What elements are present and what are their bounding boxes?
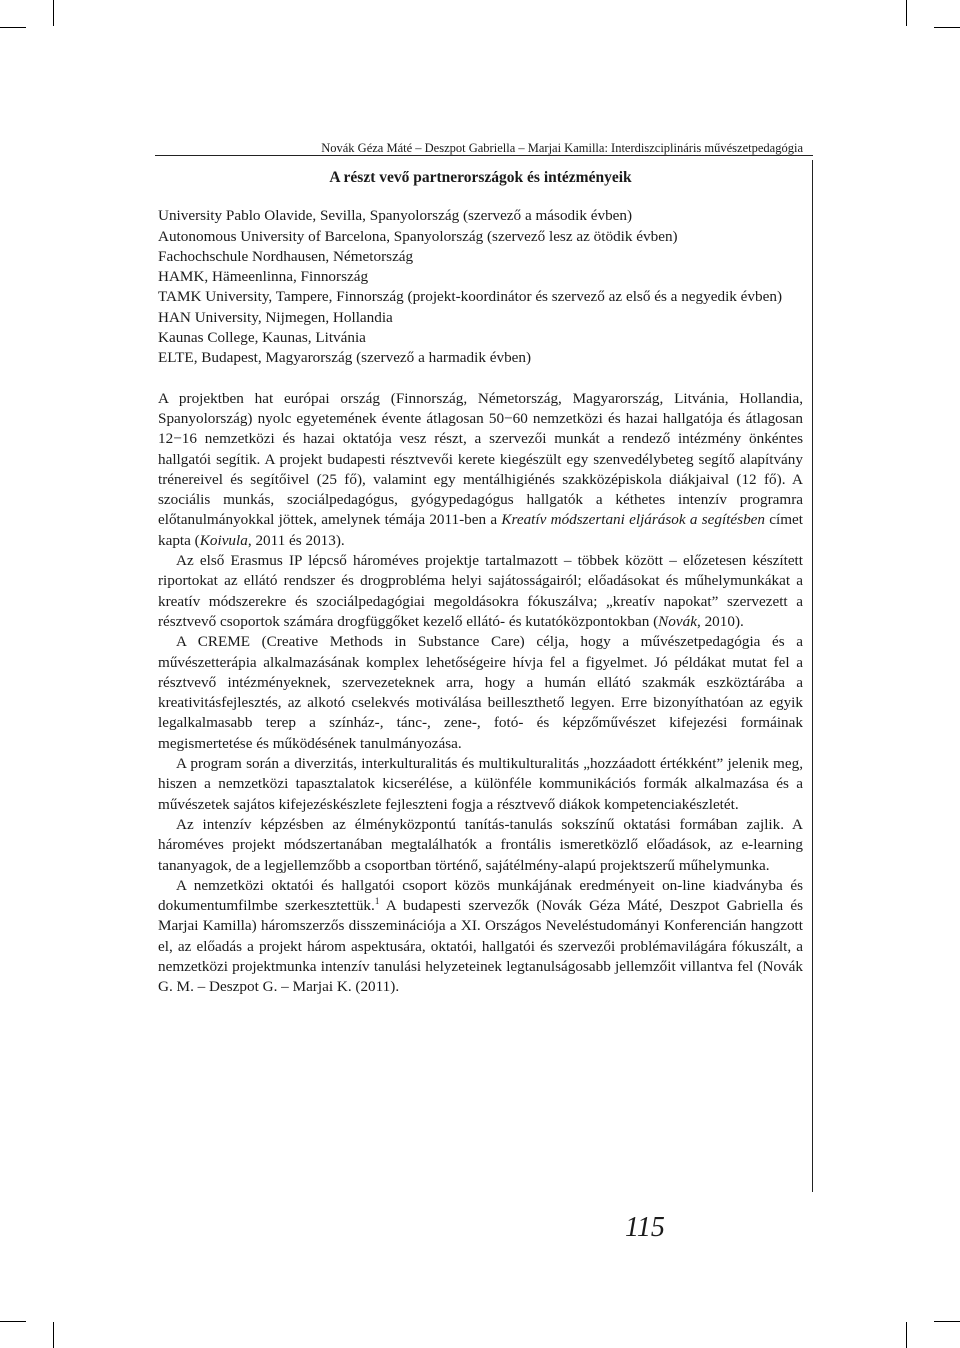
paragraph-6: [158, 876, 803, 998]
partner-item: ELTE, Budapest, Magyarország (szervező a harmadik évben): [158, 349, 532, 367]
paragraph-5: Az intenzív képzésben az élményközpontú tanítás-tanulás sokszínű oktatási formában zajlik. A hároméves projekt módszertanában megtalálhatók a frontális ismeretközlő előadások, az e-learning tananyagok, de a legjellemzőbb a csoportban történő, sajátélmény-alapú projektszerű műhelymunka.: [158, 815, 803, 874]
paragraph-2: [158, 551, 803, 632]
running-head: Novák Géza Máté – Deszpot Gabriella – Marjai Kamilla: Interdiszciplináris művészetpedagógia: [321, 141, 803, 155]
crop-mark-left-top: [0, 27, 26, 28]
paragraph-text: , 2010).: [696, 612, 744, 630]
paragraph-text: címet kapta (: [158, 511, 803, 549]
partner-list: [158, 206, 803, 368]
crop-mark-top-left: [53, 0, 54, 26]
partner-item: University Pablo Olavide, Sevilla, Spanyolország (szervező a második évben): [158, 207, 633, 225]
partner-item: TAMK University, Tampere, Finnország (projekt-koordinátor és szervező az első és a negyedik évben): [158, 288, 782, 306]
section-title: A részt vevő partnerországok és intézményeik: [329, 169, 632, 186]
partner-item: Kaunas College, Kaunas, Litvánia: [158, 329, 366, 347]
paragraph-text: Az első Erasmus IP lépcső hároméves projektje tartalmazott – többek között – előzetesen készített riportokat az ellátó rendszer és drogprobléma helyi sajátosságairól; előadásokat és műhelymunkákat a kreatív módszerekre és szociálpedagógiai megoldásokra fókuszálva; „kreatív napokat” szervezett a résztvevő csoportok számára drogfüggőket kezelő ellátó- és kutatóközpontokban (: [158, 552, 803, 630]
partner-item: Fachochschule Nordhausen, Németország: [158, 247, 414, 265]
paragraph-text: A projektben hat európai ország (Finnország, Németország, Magyarország, Litvánia, Hollandia, Spanyolország) nyolc egyetemének évente átlagosan 50−60 nemzetközi és hazai hallgatója és átlagosan 12−16 nemzetközi és hazai oktatója vesz részt, a szervezői munkát a rendező intézmény önkéntes hallgatói segítik. A projekt budapesti résztvevői kerete kiegészült egy szenvedélybeteg segítő alapítvány trénereivel és segítőivel (25 fő), valamint egy mentálhigiénés szakközépiskola diákjaival (12 fő). A szociális munkás, szociálpedagógus, gyógypedagógus hallgatók a kéthetes intenzív programra előtanulmányokkal jöttek, amelynek témája 2011-ben a: [158, 389, 803, 529]
paragraph-text: A nemzetközi oktatói és hallgatói csoport közös munkájának eredményeit on-line kiadványba és dokumentumfilmbe szerkesztettük.: [158, 876, 803, 915]
italic-citation: Novák: [658, 612, 697, 630]
italic-citation: Koivula: [199, 531, 248, 549]
partner-item: HAMK, Hämeenlinna, Finnország: [158, 268, 369, 286]
partner-item: Autonomous University of Barcelona, Spanyolország (szervező lesz az ötödik évben): [158, 227, 678, 245]
page-content: [158, 168, 803, 998]
italic-title: Kreatív módszertani eljárások a segítésben: [501, 511, 765, 529]
header-rule: [155, 155, 813, 156]
body-text: [158, 389, 803, 998]
page-number: 115: [625, 1212, 665, 1243]
crop-mark-right-top: [934, 27, 960, 28]
partner-item: HAN University, Nijmegen, Hollandia: [158, 308, 393, 326]
page-frame-right-rule: [812, 160, 813, 1192]
paragraph-text: A budapesti szervezők (Novák Géza Máté, Deszpot Gabriella és Marjai Kamilla) háromszerzős disszeminációja a XI. Országos Neveléstudományi Konferencián hangzott el, az előadás a projekt három aspektusára, oktatói, hallgatói és szervezői problémavilágára fókuszált, a nemzetközi projektmunka intenzív tanulási helyzeteinek legtanulságosabb jellemzőit villantva fel (Novák G. M. – Deszpot G. – Marjai K. (2011).: [158, 897, 803, 996]
paragraph-4: A program során a diverzitás, interkulturalitás és multikulturalitás „hozzáadott értékként” jelenik meg, hiszen a nemzetközi tapasztalatok kicserélése, a különféle kommunikációs formák alkalmazása és a művészetek sajátos kifejezéskészlete fejleszteni fogja a résztvevő diákok kompetenciakészletét.: [158, 755, 803, 813]
paragraph-3: A CREME (Creative Methods in Substance Care) célja, hogy a művészetpedagógia és a művészetterápia alkalmazásának komplex lehetőségeire hívja fel a figyelmet. Jó példákat mutat fel a résztvevő intézményeknek, szervezeteknek arra, hogy a humán ellátó szakmák eszköztárába a kreativitásfejlesztés, az alkotó cselekvés motiválása beilleszthető legyen. Erre bizonyíthatóan az egyik legalkalmasabb terep a színház-, tánc-, zene-, fotó- és képzőművészet kifejezési formáinak megismertetése és működésének tanulmányozása.: [158, 633, 803, 752]
crop-mark-left-bottom: [0, 1321, 26, 1322]
footnote-mark[interactable]: 1: [374, 896, 380, 907]
paragraph-1: [158, 389, 803, 551]
crop-mark-bottom-right: [906, 1322, 907, 1348]
crop-mark-bottom-left: [53, 1322, 54, 1348]
crop-mark-top-right: [906, 0, 907, 26]
paragraph-text: , 2011 és 2013).: [247, 531, 345, 549]
crop-mark-right-bottom: [934, 1321, 960, 1322]
